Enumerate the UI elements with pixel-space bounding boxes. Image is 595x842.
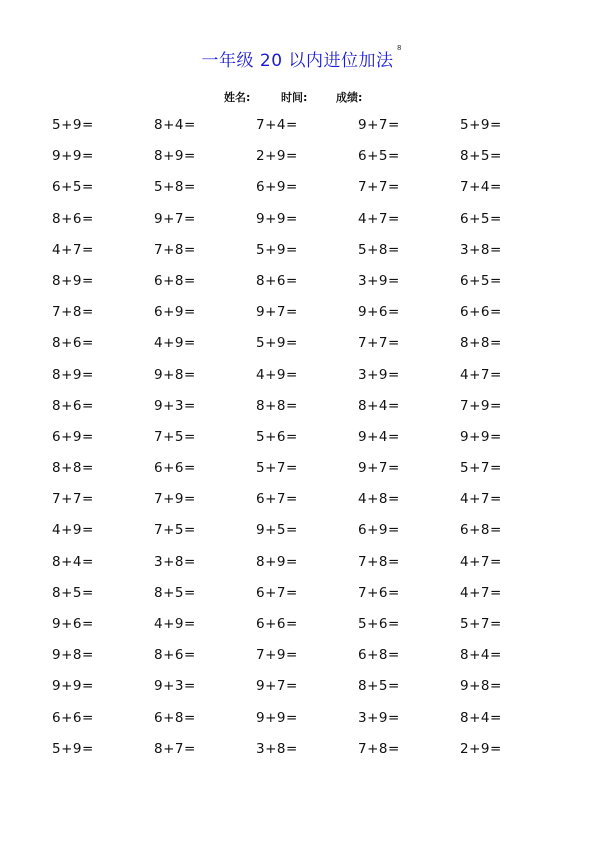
addition-problem: 8+5= [460,148,502,165]
addition-problem: 7+7= [358,335,400,352]
addition-problem: 9+8= [52,647,94,664]
addition-problem: 8+9= [52,366,94,383]
addition-problem: 8+6= [154,647,196,664]
addition-problem: 2+9= [460,740,502,757]
addition-problem: 8+6= [52,397,94,414]
addition-problem: 5+7= [460,616,502,632]
addition-problem: 8+9= [154,148,196,165]
addition-problem: 6+7= [256,491,298,508]
score-label: 成绩: [336,91,363,104]
addition-problem: 9+3= [154,397,196,414]
addition-problem: 7+9= [256,647,298,664]
addition-problem: 7+7= [52,491,94,508]
addition-problem: 8+8= [460,335,502,352]
addition-problem: 5+9= [460,117,502,133]
addition-problem: 9+6= [358,304,400,321]
addition-problem: 9+6= [52,616,94,632]
addition-problem: 5+6= [358,616,400,632]
worksheet-title: 一年级 20 以内进位加法 [201,51,394,71]
addition-problem: 4+7= [460,366,502,383]
addition-problem: 6+9= [52,428,94,445]
addition-problem: 7+8= [154,241,196,258]
addition-problem: 5+9= [256,241,298,258]
addition-problem: 6+6= [154,460,196,477]
addition-problem: 7+5= [154,522,196,539]
addition-problem: 9+7= [154,210,196,227]
addition-problem: 4+7= [52,241,94,258]
addition-problem: 5+6= [256,428,298,445]
time-label: 时间: [281,91,308,104]
addition-problem: 7+4= [256,117,298,133]
addition-problem: 7+5= [154,428,196,445]
addition-problem: 3+8= [460,241,502,258]
addition-problem: 8+6= [52,335,94,352]
addition-problem: 6+5= [358,148,400,165]
addition-problem: 4+9= [154,616,196,632]
addition-problem: 5+7= [256,460,298,477]
addition-problem: 8+8= [52,460,94,477]
addition-problem: 9+7= [358,117,400,133]
addition-problem: 7+6= [358,584,400,601]
addition-problem: 5+9= [256,335,298,352]
addition-problem: 8+7= [154,740,196,757]
addition-problem: 8+4= [460,709,502,726]
addition-problem: 3+9= [358,272,400,289]
addition-problem: 7+9= [154,491,196,508]
addition-problem: 9+4= [358,428,400,445]
addition-problem: 8+8= [256,397,298,414]
addition-problem: 6+7= [256,584,298,601]
addition-problem: 8+5= [358,678,400,695]
addition-problem: 9+7= [256,678,298,695]
problem-grid [52,110,572,765]
addition-problem: 8+9= [52,272,94,289]
addition-problem: 9+8= [460,678,502,695]
addition-problem: 6+8= [358,647,400,664]
addition-problem: 8+9= [256,553,298,570]
addition-problem: 8+5= [154,584,196,601]
addition-problem: 5+8= [154,179,196,196]
addition-problem: 7+7= [358,179,400,196]
addition-problem: 9+7= [256,304,298,321]
addition-problem: 2+9= [256,148,298,165]
addition-problem: 6+6= [460,304,502,321]
addition-problem: 9+9= [256,210,298,227]
addition-problem: 3+9= [358,709,400,726]
addition-problem: 9+9= [460,428,502,445]
addition-problem: 4+7= [358,210,400,227]
addition-problem: 7+8= [52,304,94,321]
addition-problem: 7+8= [358,553,400,570]
addition-problem: 8+6= [256,272,298,289]
addition-problem: 4+9= [154,335,196,352]
addition-problem: 4+7= [460,491,502,508]
addition-problem: 9+9= [52,148,94,165]
addition-problem: 9+5= [256,522,298,539]
addition-problem: 8+4= [358,397,400,414]
addition-problem: 6+6= [256,616,298,632]
addition-problem: 6+5= [460,210,502,227]
addition-problem: 6+8= [460,522,502,539]
addition-problem: 5+9= [52,740,94,757]
addition-problem: 8+4= [154,117,196,133]
addition-problem: 3+8= [256,740,298,757]
addition-problem: 9+7= [358,460,400,477]
addition-problem: 3+9= [358,366,400,383]
addition-problem: 3+8= [154,553,196,570]
addition-problem: 8+6= [52,210,94,227]
addition-problem: 7+4= [460,179,502,196]
name-label: 姓名: [224,91,251,104]
addition-problem: 4+7= [460,553,502,570]
addition-problem: 5+9= [52,117,94,133]
addition-problem: 6+8= [154,709,196,726]
addition-problem: 6+6= [52,709,94,726]
addition-problem: 5+7= [460,460,502,477]
addition-problem: 6+5= [460,272,502,289]
addition-problem: 9+9= [256,709,298,726]
addition-problem: 9+8= [154,366,196,383]
addition-problem: 8+5= [52,584,94,601]
addition-problem: 8+4= [460,647,502,664]
addition-problem: 6+9= [154,304,196,321]
addition-problem: 8+4= [52,553,94,570]
addition-problem: 9+9= [52,678,94,695]
addition-problem: 6+8= [154,272,196,289]
addition-problem: 6+9= [256,179,298,196]
student-info-row [0,89,595,105]
addition-problem: 4+7= [460,584,502,601]
addition-problem: 7+9= [460,397,502,414]
addition-problem: 6+5= [52,179,94,196]
addition-problem: 7+8= [358,740,400,757]
page-number: 8 [397,44,402,52]
addition-problem: 5+8= [358,241,400,258]
addition-problem: 9+3= [154,678,196,695]
addition-problem: 4+9= [52,522,94,539]
addition-problem: 6+9= [358,522,400,539]
addition-problem: 4+9= [256,366,298,383]
addition-problem: 4+8= [358,491,400,508]
